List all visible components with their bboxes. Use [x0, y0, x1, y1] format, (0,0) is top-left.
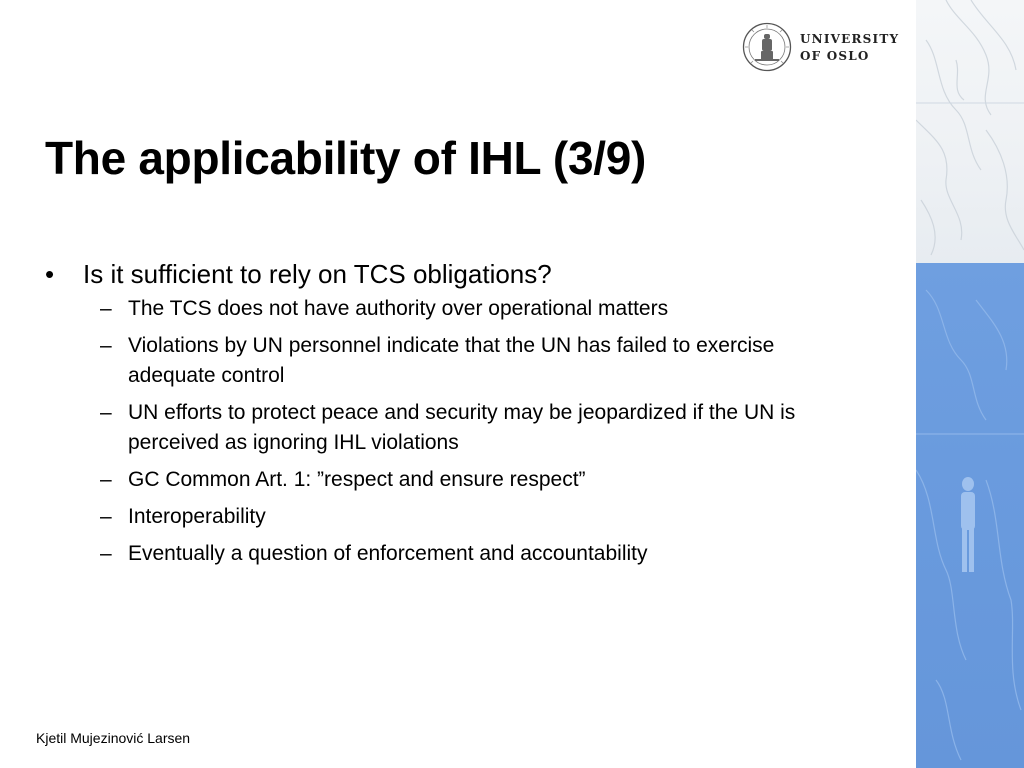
decorative-side-band	[916, 0, 1024, 768]
sub-bullet-item	[45, 502, 838, 532]
sub-bullet-item	[45, 539, 838, 569]
sub-bullet-item	[45, 294, 838, 324]
dash-marker: –	[100, 542, 112, 565]
slide-title: The applicability of IHL (3/9)	[45, 132, 647, 184]
sub-bullet-text: UN efforts to protect peace and security may be jeopardized if the UN is perceived as ignoring IHL violations	[128, 401, 796, 454]
side-band-artwork	[916, 0, 1024, 768]
dash-marker: –	[100, 468, 112, 491]
main-bullet-text: Is it sufficient to rely on TCS obligations?	[83, 259, 552, 289]
university-name	[800, 31, 899, 65]
dash-marker: –	[100, 297, 112, 320]
bullet-marker: •	[45, 259, 55, 289]
sub-bullet-list	[45, 294, 865, 569]
slide-content	[45, 254, 865, 576]
sub-bullet-item	[45, 398, 838, 458]
main-bullet	[45, 254, 865, 294]
dash-marker: –	[100, 401, 112, 424]
sub-bullet-text: Interoperability	[128, 505, 266, 528]
dash-marker: –	[100, 334, 112, 357]
sub-bullet-text: Eventually a question of enforcement and accountability	[128, 542, 648, 565]
university-logo	[742, 22, 902, 74]
footer-author: Kjetil Mujezinović Larsen	[36, 730, 191, 746]
university-name-line1: UNIVERSITY	[800, 32, 900, 46]
sub-bullet-text: Violations by UN personnel indicate that the UN has failed to exercise adequate control	[128, 334, 775, 387]
dash-marker: –	[100, 505, 112, 528]
university-seal-icon	[742, 22, 792, 72]
sub-bullet-item	[45, 465, 838, 495]
sub-bullet-item	[45, 331, 838, 391]
sub-bullet-text: GC Common Art. 1: ”respect and ensure respect”	[128, 468, 586, 491]
sub-bullet-text: The TCS does not have authority over operational matters	[128, 297, 669, 320]
university-name-line2: OF OSLO	[800, 49, 870, 63]
